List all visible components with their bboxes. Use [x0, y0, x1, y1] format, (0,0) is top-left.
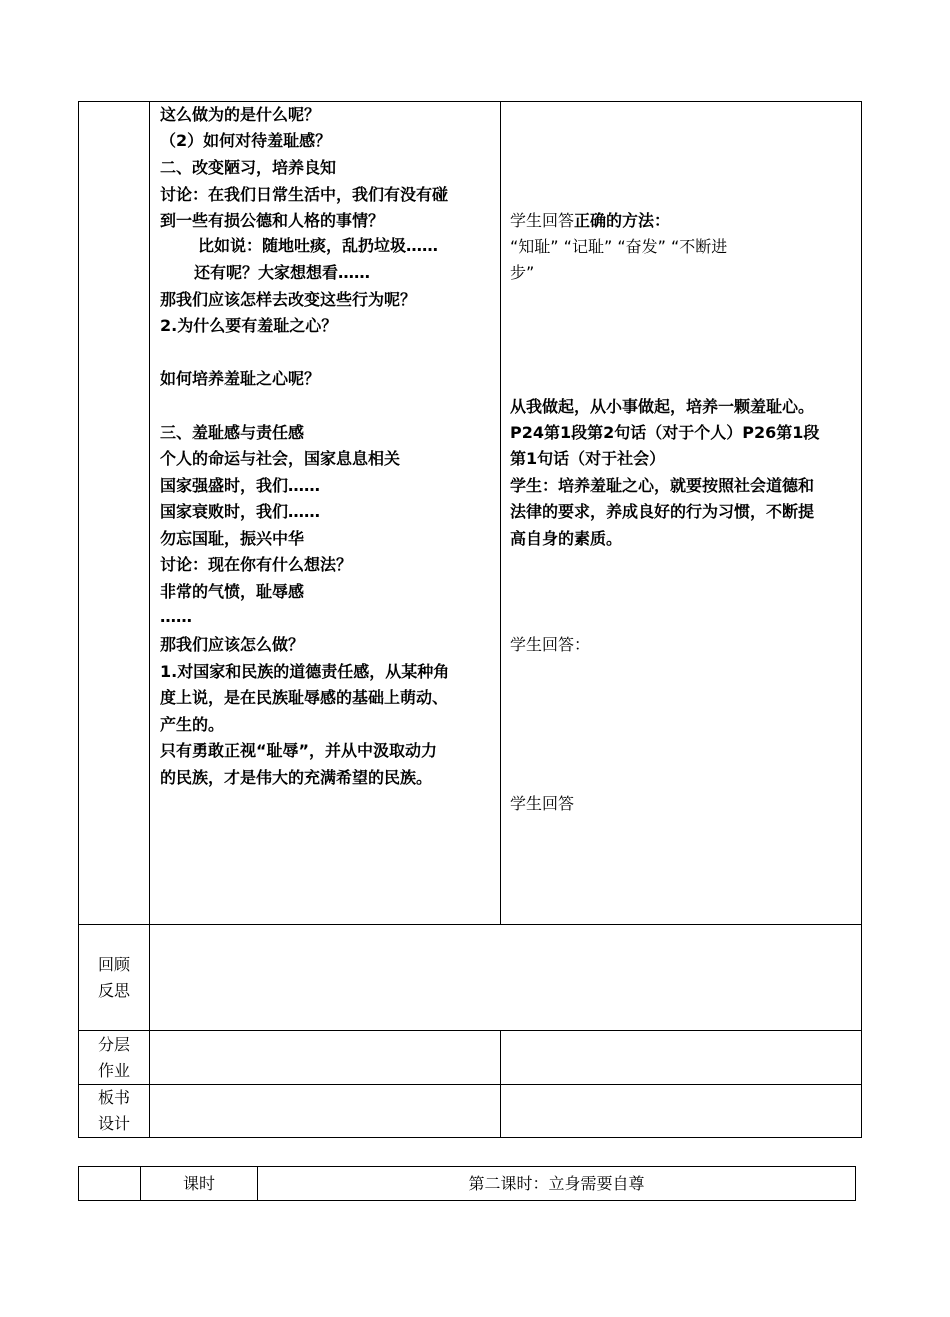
section-heading: 三、羞耻感与责任感 [160, 423, 305, 442]
content-line: 2.为什么要有羞耻之心？ [160, 316, 338, 335]
lesson-period-header: 课时 [182, 1174, 215, 1193]
content-line: 这么做为的是什么呢？ [160, 105, 321, 124]
content-line: 1.对国家和民族的道德责任感，从某种角 [160, 662, 450, 681]
content-line: 度上说，是在民族耻辱感的基础上萌动、 [160, 688, 449, 707]
note-line: P24第1段第2句话（对于个人）P26第1段 [510, 423, 820, 442]
content-line: 如何培养羞耻之心呢？ [160, 369, 321, 388]
content-line: 国家衰败时，我们…… [160, 502, 321, 521]
content-line: 国家强盛时，我们…… [160, 476, 321, 495]
col-divider-1 [149, 101, 150, 1138]
content-line: 比如说：随地吐痰，乱扔垃圾…… [198, 236, 439, 255]
row-divider-3 [78, 1084, 862, 1085]
content-line: …… [160, 607, 192, 626]
content-line: 讨论：在我们日常生活中，我们有没有碰 [160, 185, 449, 204]
content-line: 还有呢？大家想想看…… [194, 263, 371, 282]
note-line: 学生回答 [510, 794, 575, 813]
table-border-right [861, 101, 862, 1138]
methods-line: “知耻” “记耻” “奋发” “不断进 [510, 237, 728, 256]
board-label-line-2: 设计 [97, 1114, 130, 1133]
bottom-table-top [78, 1166, 856, 1167]
homework-label-line-1: 分层 [97, 1035, 130, 1054]
content-line: 那我们应该怎么做？ [160, 635, 305, 654]
content-line: 讨论：现在你有什么想法？ [160, 555, 353, 574]
row-divider-1 [78, 924, 862, 925]
review-label-line-1: 回顾 [97, 955, 130, 974]
review-label-line-2: 反思 [97, 981, 130, 1000]
content-line: 的民族，才是伟大的充满希望的民族。 [160, 768, 433, 787]
note-line: 第1句话（对于社会） [510, 449, 666, 468]
content-line: 那我们应该怎样去改变这些行为呢？ [160, 290, 417, 309]
board-label [79, 1085, 149, 1137]
board-label-line-1: 板书 [97, 1088, 130, 1107]
homework-label-line-2: 作业 [97, 1061, 130, 1080]
content-line: 个人的命运与社会，国家息息相关 [160, 449, 401, 468]
answer-prefix: 学生回答 [510, 211, 575, 230]
content-line: 勿忘国耻，振兴中华 [160, 529, 305, 548]
row-divider-2 [78, 1030, 862, 1031]
content-line: 只有勇敢正视“耻辱”，并从中汲取动力 [160, 741, 438, 760]
homework-label [79, 1032, 149, 1084]
note-line: 高自身的素质。 [510, 529, 623, 548]
note-line: 学生：培养羞耻之心，就要按照社会道德和 [510, 476, 815, 495]
answer-method-line [510, 208, 670, 234]
bottom-table-bottom [78, 1200, 856, 1201]
review-label [79, 952, 149, 1004]
content-line: （2）如何对待羞耻感？ [160, 131, 332, 150]
content-line: 到一些有损公德和人格的事情？ [160, 211, 385, 230]
bottom-table-right [855, 1166, 856, 1201]
note-line: 法律的要求，养成良好的行为习惯，不断提 [510, 502, 815, 521]
lesson-period-value: 第二课时：立身需要自尊 [468, 1174, 645, 1193]
bottom-table-left [78, 1166, 79, 1201]
table-border-bottom [78, 1137, 862, 1138]
content-line: 产生的。 [160, 715, 225, 734]
methods-line: 步” [510, 263, 535, 282]
content-line: 非常的气愤，耻辱感 [160, 582, 305, 601]
note-line: 从我做起，从小事做起，培养一颗羞耻心。 [510, 397, 815, 416]
answer-method: 正确的方法： [574, 211, 671, 230]
col-divider-2-upper [500, 101, 501, 925]
section-heading: 二、改变陋习，培养良知 [160, 158, 337, 177]
note-line: 学生回答： [510, 635, 591, 654]
